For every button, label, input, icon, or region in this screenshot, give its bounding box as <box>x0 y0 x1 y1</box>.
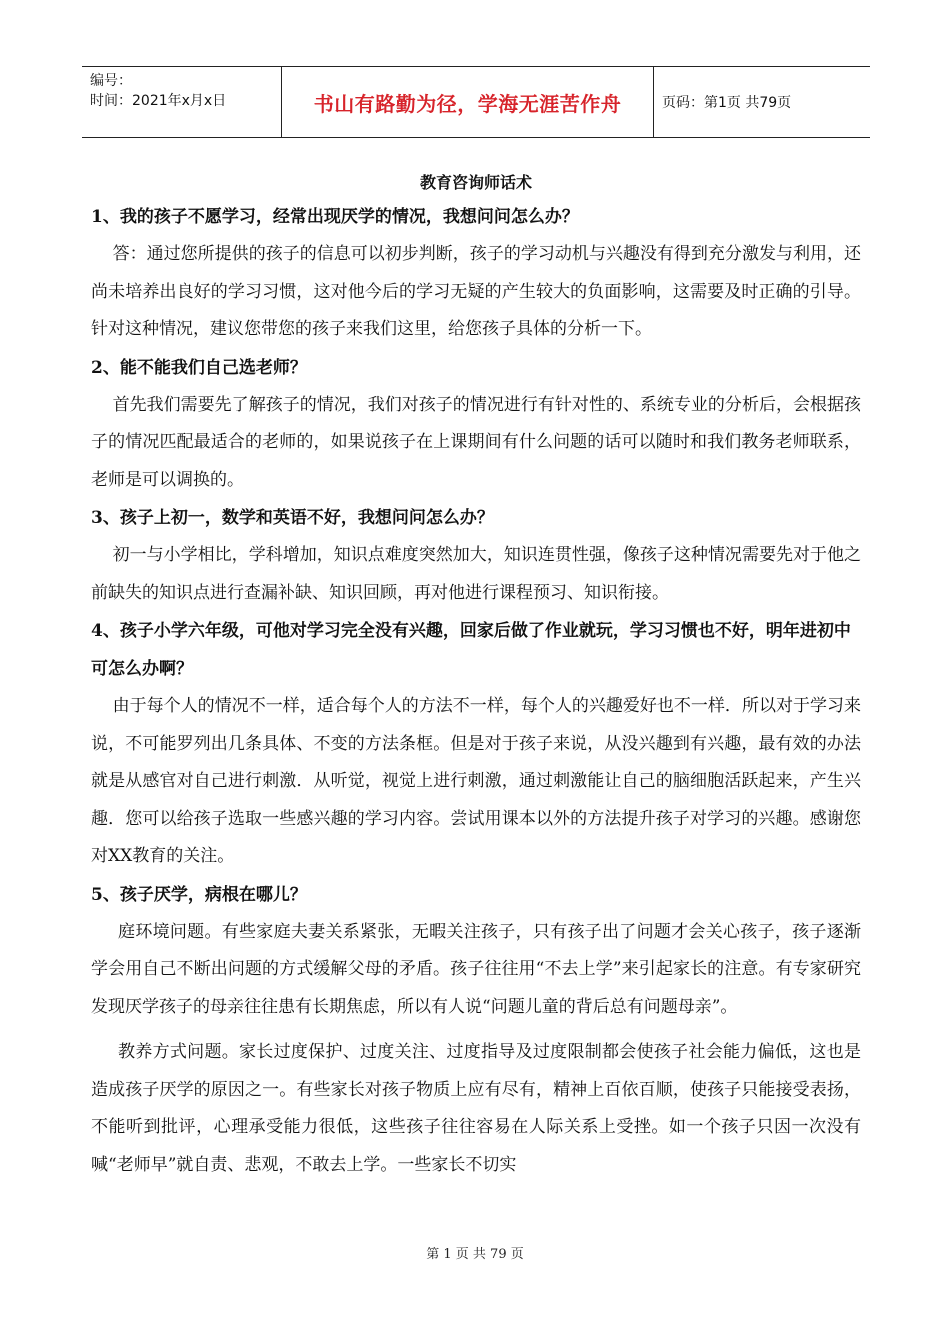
question-heading: 2、能不能我们自己选老师？ <box>91 357 307 378</box>
question-heading: 1、我的孩子不愿学习，经常出现厌学的情况，我想问问怎么办？ <box>91 207 579 227</box>
question-heading: 4、孩子小学六年级，可他对学习完全没有兴趣，回家后做了作业就玩，学习习惯也不好，明年进初中可怎么办啊？ <box>91 621 851 679</box>
header-divider <box>653 67 654 137</box>
header-motto: 书山有路勤为径，学海无涯苦作舟 <box>313 91 622 116</box>
answer-paragraph: 庭环境问题。有些家庭夫妻关系紧张，无暇关注孩子，只有孩子出了问题才会关心孩子，孩子逐渐学会用自己不断出问题的方式缓解父母的矛盾。孩子往往用“不去上学”来引起家长的注意。有专家研究发现厌学孩子的母亲往往患有长期焦虑，所以有人说“问题儿童的背后总有问题母亲”。 <box>91 921 861 1017</box>
answer-paragraph: 初一与小学相比，学科增加，知识点难度突然加大，知识连贯性强，像孩子这种情况需要先对于他之前缺失的知识点进行查漏补缺、知识回顾，再对他进行课程预习、知识衔接。 <box>91 545 861 603</box>
question-heading: 3、孩子上初一，数学和英语不好，我想问问怎么办？ <box>91 508 494 528</box>
answer-paragraph: 由于每个人的情况不一样，适合每个人的方法不一样，每个人的兴趣爱好也不一样．所以对于学习来说，不可能罗列出几条具体、不变的方法条框。但是对于孩子来说，从没兴趣到有兴趣，最有效的办法就是从感官对自己进行刺激．从听觉，视觉上进行刺激，通过刺激能让自己的脑细胞活跃起来，产生兴趣．您可以给孩子选取一些感兴趣的学习内容。尝试用课本以外的方法提升孩子对学习的兴趣。感谢您对XX教育的关注。 <box>91 696 861 866</box>
document-title: 教育咨询师话术 <box>419 173 532 192</box>
answer-paragraph: 答：通过您所提供的孩子的信息可以初步判断，孩子的学习动机与兴趣没有得到充分激发与利用，还尚未培养出良好的学习习惯，这对他今后的学习无疑的产生较大的负面影响，这需要及时正确的引导。针对这种情况，建议您带您的孩子来我们这里，给您孩子具体的分析一下。 <box>91 244 861 339</box>
answer-paragraph: 教养方式问题。家长过度保护、过度关注、过度指导及过度限制都会使孩子社会能力偏低，这也是造成孩子厌学的原因之一。有些家长对孩子物质上应有尽有，精神上百依百顺，使孩子只能接受表扬，不能听到批评，心理承受能力很低，这些孩子往往容易在人际关系上受挫。如一个孩子只因一次没有喊“老师早”就自责、悲观，不敢去上学。一些家长不切实 <box>91 1042 861 1175</box>
number-label: 编号： <box>90 73 132 89</box>
header-page-info: 页码：第1页 共79页 <box>662 95 792 111</box>
header-meta <box>90 71 226 111</box>
answer-paragraph: 首先我们需要先了解孩子的情况，我们对孩子的情况进行有针对性的、系统专业的分析后，会根据孩子的情况匹配最适合的老师的，如果说孩子在上课期间有什么问题的话可以随时和我们教务老师联系，老师是可以调换的。 <box>91 394 861 490</box>
page-footer: 第 1 页 共 79 页 <box>426 1247 524 1262</box>
question-heading: 5、孩子厌学，病根在哪儿？ <box>91 884 307 905</box>
time-label: 时间：2021年x月x日 <box>90 93 227 109</box>
document-body <box>91 168 861 1184</box>
header-table <box>82 66 870 138</box>
